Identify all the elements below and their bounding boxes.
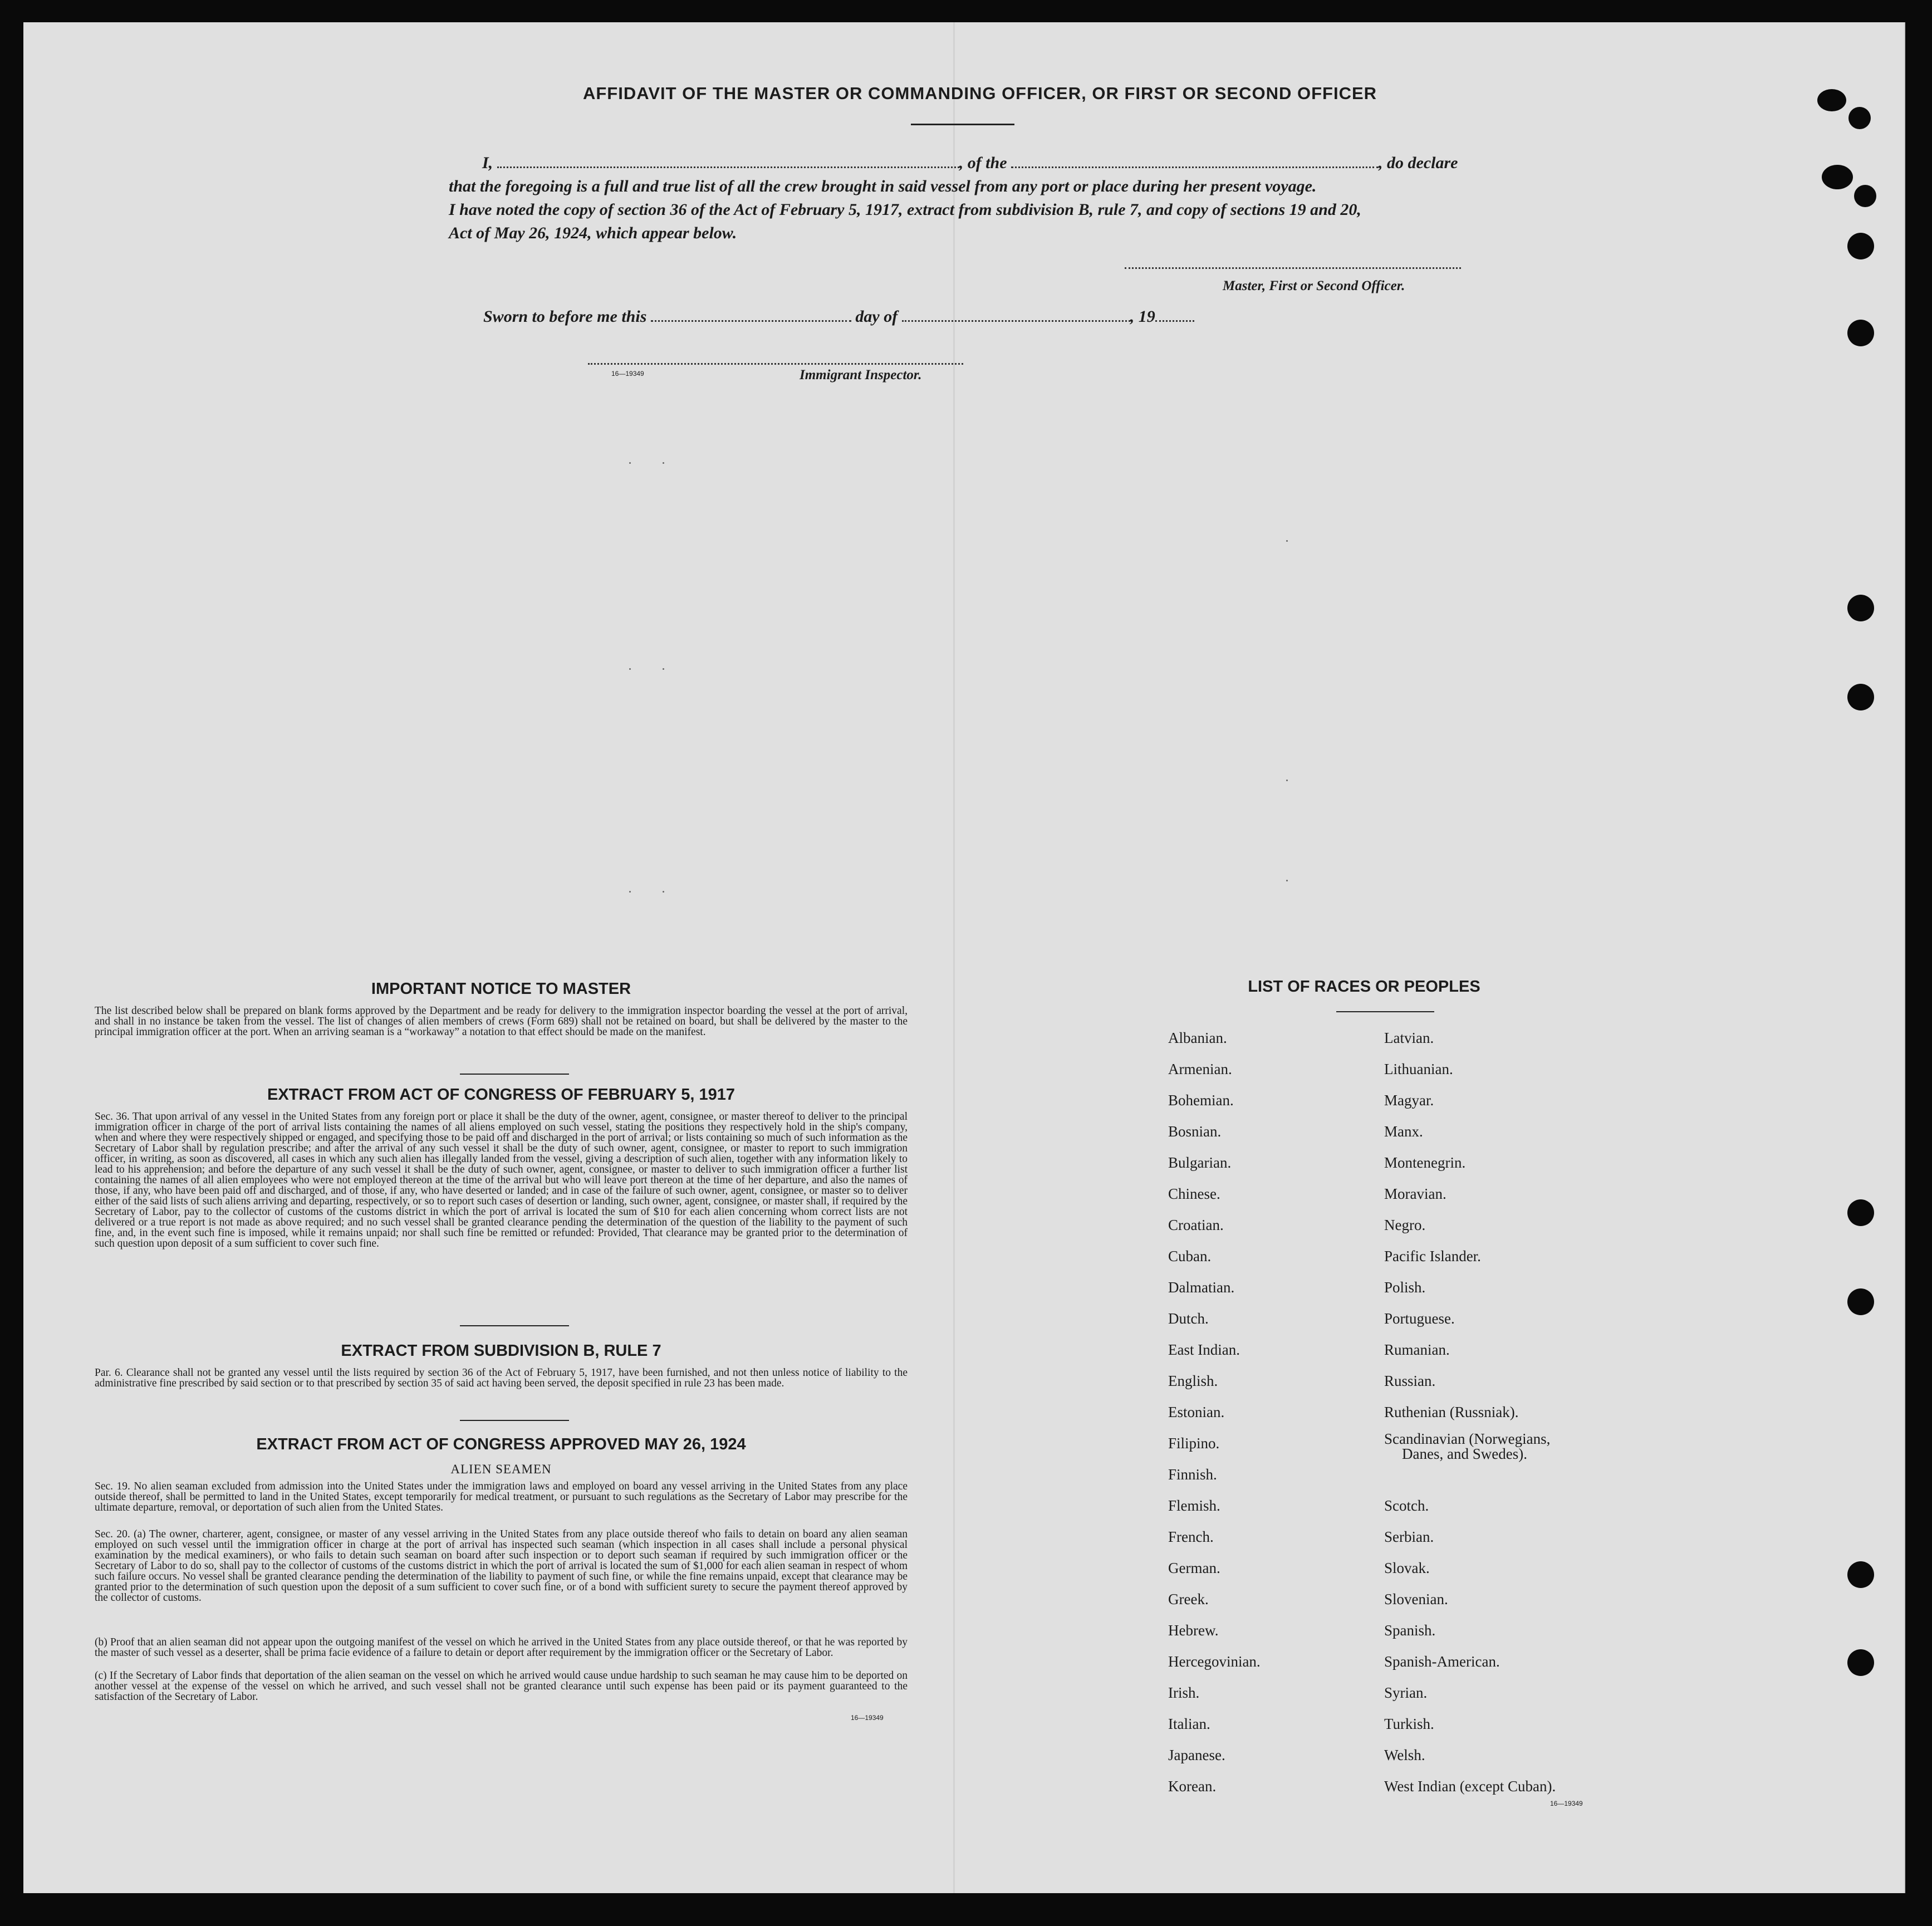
extract-1924-subheading: ALIEN SEAMEN bbox=[450, 1462, 552, 1476]
fold-crease bbox=[953, 22, 955, 1893]
race-item: West Indian (except Cuban). bbox=[1384, 1778, 1556, 1795]
race-item: Turkish. bbox=[1384, 1716, 1434, 1732]
sworn-year-label: , 19 bbox=[1130, 307, 1155, 326]
form-number-top: 16—19349 bbox=[611, 370, 644, 378]
punch-hole bbox=[1817, 89, 1846, 111]
notice-text: The list described below shall be prepared on blank forms approved by the Department and be ready for delivery to the immigration inspector boarding the vessel at the port of arrival, and shall in no instance be taken from the vessel. The list of changes of alien members of crews (Form 689) shall not be retained on board, but shall be delivered by the master to the principal immigration officer at the port. When an arriving seaman is a “workaway” a notation to that effect should be made on the manifest. bbox=[95, 1005, 908, 1038]
race-item: Slovenian. bbox=[1384, 1591, 1448, 1608]
race-item: French. bbox=[1168, 1528, 1214, 1545]
title-underline bbox=[911, 124, 1014, 125]
divider bbox=[460, 1420, 569, 1421]
declare-label: , do declare bbox=[1379, 154, 1458, 172]
race-item: Bohemian. bbox=[1168, 1092, 1234, 1109]
race-item: Scandinavian (Norwegians, bbox=[1384, 1430, 1551, 1447]
race-item: Slovak. bbox=[1384, 1560, 1430, 1576]
race-item: Moravian. bbox=[1384, 1185, 1446, 1202]
punch-hole bbox=[1847, 595, 1874, 621]
sworn-year-blank bbox=[1155, 320, 1194, 322]
races-left-column bbox=[1168, 1022, 1261, 1802]
race-item: Dutch. bbox=[1168, 1310, 1209, 1327]
punch-hole bbox=[1847, 320, 1874, 346]
sworn-month-blank bbox=[902, 320, 1130, 322]
race-item: Finnish. bbox=[1168, 1466, 1217, 1483]
races-heading: LIST OF RACES OR PEOPLES bbox=[1248, 978, 1480, 996]
race-item: Danes, and Swedes). bbox=[1402, 1445, 1527, 1462]
race-item: Rumanian. bbox=[1384, 1341, 1450, 1358]
extract-1917-heading: EXTRACT FROM ACT OF CONGRESS OF FEBRUARY 5, 1917 bbox=[267, 1086, 735, 1104]
paper-speck bbox=[629, 891, 631, 893]
divider bbox=[460, 1074, 569, 1075]
race-item: Welsh. bbox=[1384, 1747, 1425, 1763]
race-item: Cuban. bbox=[1168, 1248, 1212, 1265]
punch-hole bbox=[1847, 1288, 1874, 1315]
race-item: Negro. bbox=[1384, 1217, 1426, 1233]
race-item: Flemish. bbox=[1168, 1497, 1220, 1514]
punch-hole bbox=[1854, 185, 1876, 207]
race-item: Irish. bbox=[1168, 1684, 1200, 1701]
race-item: Portuguese. bbox=[1384, 1310, 1455, 1327]
race-item: Ruthenian (Russniak). bbox=[1384, 1404, 1519, 1420]
i-label: I, bbox=[482, 154, 493, 172]
vessel-field-blank bbox=[1011, 166, 1379, 168]
punch-hole bbox=[1822, 165, 1853, 189]
punch-hole bbox=[1847, 684, 1874, 710]
race-item: Hercegovinian. bbox=[1168, 1653, 1261, 1670]
race-item: Syrian. bbox=[1384, 1684, 1428, 1701]
master-signature-line bbox=[1125, 267, 1461, 269]
paper-speck bbox=[663, 462, 664, 464]
races-right-column bbox=[1384, 1022, 1556, 1802]
master-signature-caption: Master, First or Second Officer. bbox=[1223, 278, 1405, 293]
paper-speck bbox=[1286, 540, 1288, 542]
race-item: Russian. bbox=[1384, 1373, 1436, 1389]
race-item: Hebrew. bbox=[1168, 1622, 1219, 1639]
sworn-day-of: day of bbox=[855, 307, 898, 326]
extract-1917-text: Sec. 36. That upon arrival of any vessel in the United States from any foreign port or place it shall be the duty of the owner, agent, consignee, or master thereof to deliver to the principal immigration officer in charge of the port of arrival lists containing the names of all aliens employed on such vessel, stating the positions they respectively hold in the ship's company, when and where they were respectively shipped or engaged, and specifying those to be paid off and discharged in the port of arrival; or lists containing so much of such information as the Secretary of Labor shall by regulation prescribe; and after the arrival of any such vessel it shall be the duty of such owner, agent, consignee, or master to report to such immigration officer, in writing, as soon as discovered, all cases in which any such alien has illegally landed from the vessel, giving a description of such alien, together with any information likely to lead to his apprehension; and before the departure of any such vessel it shall be the duty of such owner, agent, consignee, or master to deliver to such immigration officer a further list containing the names of all alien employees who were not employed thereon at the time of the arrival but who will leave port thereon at the time of her departure, and also the names of those, if any, who have been paid off and discharged, and of those, if any, who have deserted or landed; and in case of the failure of such owner, agent, consignee, or master so to deliver either of the said lists of such aliens arriving and departing, respectively, or so to report such cases of desertion or landing, such owner, agent, consignee, or master shall, if required by the Secretary of Labor, pay to the collector of customs of the customs district in which the port of arrival is located the sum of $10 for each alien concerning whom correct lists are not delivered or a true report is not made as above required; and no such vessel shall be granted clearance pending the determination of the question of the liability to the payment of such fine, and, in the event such fine is imposed, while it remains unpaid; nor shall such fine be remitted or refunded: Provided, That clearance may be granted prior to the determination of such question upon deposit of a sum sufficient to cover such fine. bbox=[95, 1111, 908, 1249]
race-item: Polish. bbox=[1384, 1279, 1426, 1296]
race-item: Armenian. bbox=[1168, 1061, 1232, 1077]
inspector-signature-line bbox=[588, 363, 963, 365]
race-item: Spanish. bbox=[1384, 1622, 1436, 1639]
paper-speck bbox=[1286, 780, 1288, 781]
affidavit-title: AFFIDAVIT OF THE MASTER OR COMMANDING OFFICER, OR FIRST OR SECOND OFFICER bbox=[582, 84, 1377, 103]
race-item: Korean. bbox=[1168, 1778, 1217, 1795]
extract-1924-heading: EXTRACT FROM ACT OF CONGRESS APPROVED MAY 26, 1924 bbox=[256, 1435, 746, 1453]
race-item: Dalmatian. bbox=[1168, 1279, 1235, 1296]
race-item: Pacific Islander. bbox=[1384, 1248, 1481, 1265]
race-item: German. bbox=[1168, 1560, 1220, 1576]
paper-speck bbox=[629, 668, 631, 670]
race-item: Croatian. bbox=[1168, 1217, 1224, 1233]
race-item: Latvian. bbox=[1384, 1030, 1434, 1046]
of-the-label: , of the bbox=[959, 154, 1007, 172]
race-item: Estonian. bbox=[1168, 1404, 1225, 1420]
race-item: Chinese. bbox=[1168, 1185, 1220, 1202]
notice-heading: IMPORTANT NOTICE TO MASTER bbox=[371, 980, 631, 998]
affidavit-line-1 bbox=[482, 154, 1484, 173]
name-field-blank bbox=[497, 166, 959, 168]
affidavit-line-3: I have noted the copy of section 36 of the Act of February 5, 1917, extract from subdivision B, rule 7, and copy of sections 19 and 20, bbox=[449, 200, 1361, 219]
race-item: Spanish-American. bbox=[1384, 1653, 1500, 1670]
affidavit-line-4: Act of May 26, 1924, which appear below. bbox=[449, 224, 737, 242]
race-item: Manx. bbox=[1384, 1123, 1423, 1140]
punch-hole bbox=[1847, 1199, 1874, 1226]
race-item: Albanian. bbox=[1168, 1030, 1227, 1046]
punch-hole bbox=[1847, 233, 1874, 259]
sworn-day-blank bbox=[651, 320, 851, 322]
extract-1924-sec20c: (c) If the Secretary of Labor finds that deportation of the alien seaman on the vessel on which he arrived would cause undue hardship to such seaman he may cause him to be deported on another vessel at the expense of the vessel on which he arrived, and such vessel shall not be granted clearance until such expense has been paid or its payment guaranteed to the satisfaction of the Secretary of Labor. bbox=[95, 1670, 908, 1703]
paper-speck bbox=[663, 891, 664, 893]
extract-rule7-text: Par. 6. Clearance shall not be granted any vessel until the lists required by section 36 of the Act of February 5, 1917, have been furnished, and not then unless notice of liability to the administrative fine prescribed by said section or to that prescribed by section 35 of said act having been served, the deposit specified in rule 23 has been made. bbox=[95, 1367, 908, 1389]
race-item: Filipino. bbox=[1168, 1435, 1220, 1452]
race-item: Lithuanian. bbox=[1384, 1061, 1453, 1077]
form-number-right: 16—19349 bbox=[1550, 1800, 1583, 1807]
race-item: Japanese. bbox=[1168, 1747, 1225, 1763]
races-underline bbox=[1336, 1011, 1434, 1012]
extract-1924-sec20a: Sec. 20. (a) The owner, charterer, agent, consignee, or master of any vessel arriving in the United States from any place outside thereof who fails to detain on board any alien seaman employed on such vessel until the immigration officer in charge at the port of arrival has inspected such seaman (which inspection in all cases shall include a personal physical examination by the medical examiners), or who fails to detain such seaman on board after such inspection or to deport such seaman if required by such immigration officer or the Secretary of Labor to do so, shall pay to the collector of customs of the customs district in which the port of arrival is located the sum of $1,000 for each alien seaman in respect of whom such failure occurs. No vessel shall be granted clearance pending the determination of the liability to payment of such fine, or while the fine remains unpaid, except that clearance may be granted prior to the determination of such question upon the deposit of a sum sufficient to cover such fine, or of a bond with sufficient surety to secure the payment thereof approved by the collector of customs. bbox=[95, 1528, 908, 1604]
paper-speck bbox=[1286, 880, 1288, 881]
extract-1924-sec20b: (b) Proof that an alien seaman did not appear upon the outgoing manifest of the vessel on which he arrived in the United States from any place outside thereof, or that he was reported by the master of such vessel as a deserter, shall be prima facie evidence of a failure to detain or deport after requirement by the immigration officer or the Secretary of Labor. bbox=[95, 1636, 908, 1659]
form-number-left: 16—19349 bbox=[851, 1714, 884, 1722]
paper-speck bbox=[629, 462, 631, 464]
race-item: East Indian. bbox=[1168, 1341, 1240, 1358]
extract-1924-sec19: Sec. 19. No alien seaman excluded from admission into the United States under the immigration laws and employed on board any vessel arriving in the United States from any place outside thereof, shall be permitted to land in the United States, except temporarily for medical treatment, or pursuant to such regulations as the Secretary of Labor may prescribe for the ultimate departure, removal, or deportation of such alien from the United States. bbox=[95, 1481, 908, 1513]
punch-hole bbox=[1848, 107, 1871, 129]
race-item: Greek. bbox=[1168, 1591, 1209, 1608]
divider bbox=[460, 1325, 569, 1326]
race-item: Montenegrin. bbox=[1384, 1154, 1466, 1171]
race-item: Bosnian. bbox=[1168, 1123, 1222, 1140]
race-item: English. bbox=[1168, 1373, 1218, 1389]
sworn-prefix: Sworn to before me this bbox=[483, 307, 647, 326]
sworn-line bbox=[483, 307, 1263, 326]
race-item: Magyar. bbox=[1384, 1092, 1434, 1109]
race-item: Serbian. bbox=[1384, 1528, 1434, 1545]
punch-hole bbox=[1847, 1561, 1874, 1588]
punch-hole bbox=[1847, 1649, 1874, 1676]
race-item: Scotch. bbox=[1384, 1497, 1429, 1514]
race-item: Italian. bbox=[1168, 1716, 1210, 1732]
extract-rule7-heading: EXTRACT FROM SUBDIVISION B, RULE 7 bbox=[341, 1342, 661, 1360]
paper-speck bbox=[663, 668, 664, 670]
inspector-signature-caption: Immigrant Inspector. bbox=[800, 367, 922, 383]
race-item: Bulgarian. bbox=[1168, 1154, 1232, 1171]
affidavit-line-2: that the foregoing is a full and true list of all the crew brought in said vessel from any port or place during her present voyage. bbox=[449, 177, 1317, 195]
document-sheet bbox=[23, 22, 1905, 1893]
